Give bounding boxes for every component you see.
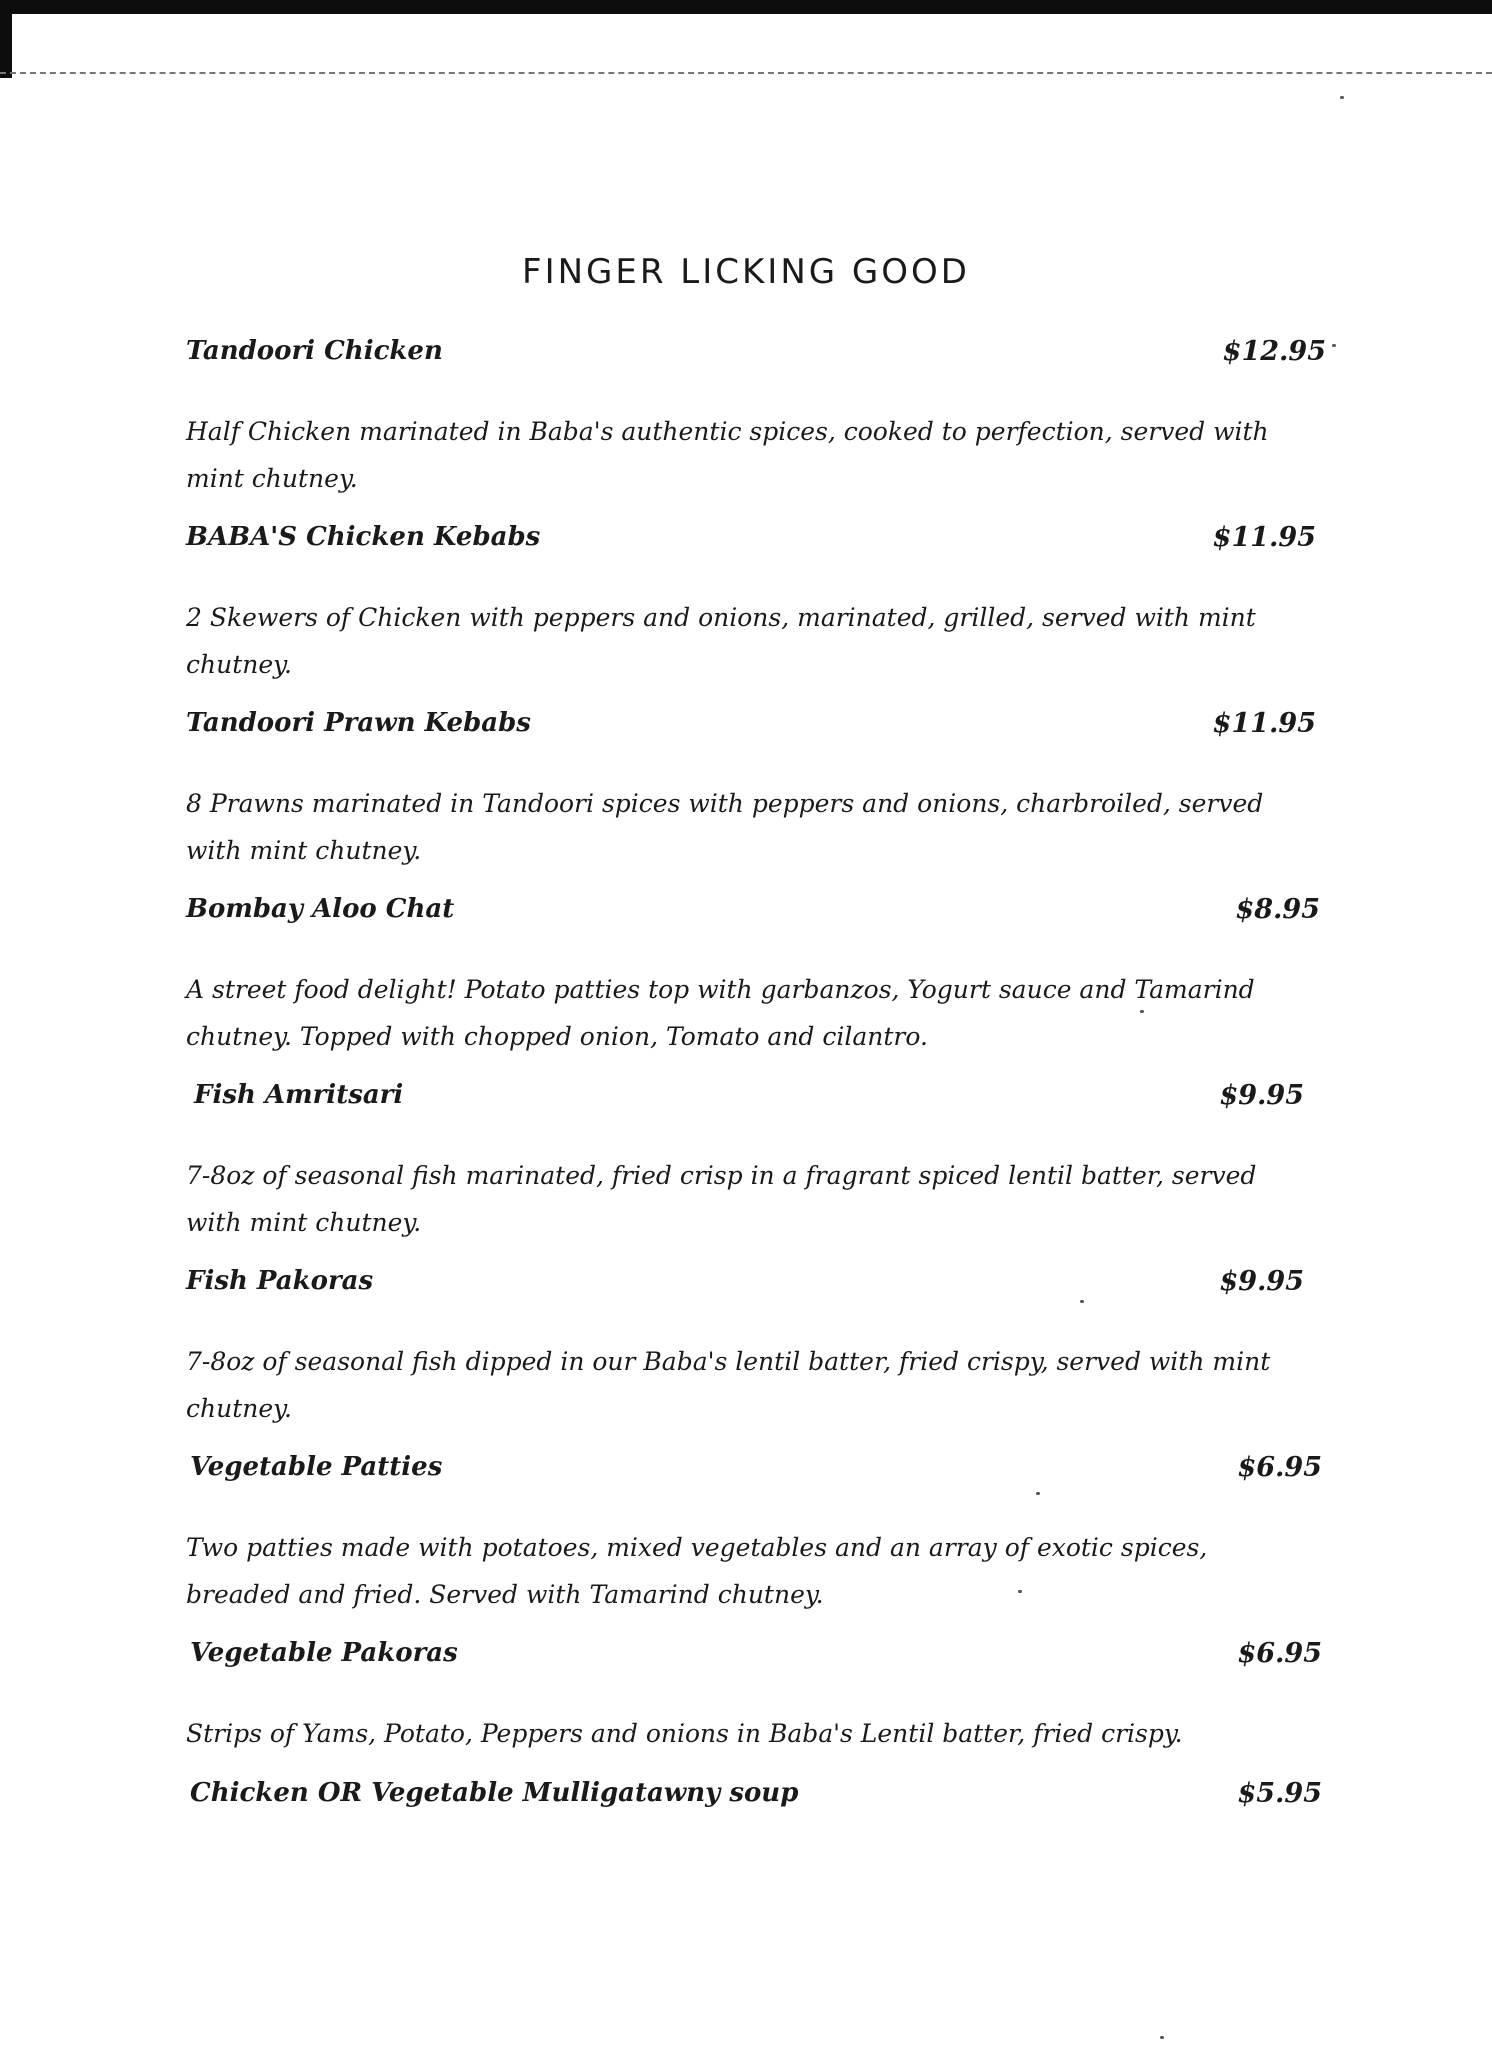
menu-item-price: $9.95 [1219,1080,1304,1111]
scan-speck [1036,1492,1040,1495]
menu-item-header [186,894,1326,938]
scan-speck [1332,344,1336,347]
menu-item [186,1266,1326,1432]
menu-item-price: $11.95 [1212,522,1316,553]
menu-item-name: Tandoori Chicken [186,336,443,366]
menu-item-header [186,1638,1326,1682]
menu-item-name: Vegetable Patties [190,1452,443,1482]
menu-item [186,708,1326,874]
menu-item-price: $6.95 [1237,1638,1322,1669]
menu-item-price: $12.95 [1222,336,1326,367]
menu-item-price: $11.95 [1212,708,1316,739]
menu-item-description: Strips of Yams, Potato, Peppers and onions in Baba's Lentil batter, fried crispy. [186,1719,1183,1748]
menu-item-name: Fish Pakoras [186,1266,374,1296]
menu-item-description: A street food delight! Potato patties top with garbanzos, Yogurt sauce and Tamarind chutney. Topped with chopped onion, Tomato and cilantro. [186,975,1255,1051]
menu-item-name: Bombay Aloo Chat [186,894,455,924]
menu-item-description: 2 Skewers of Chicken with peppers and onions, marinated, grilled, served with mint chutney. [186,603,1256,679]
menu-item [186,522,1326,688]
menu-item [186,894,1326,1060]
menu-item-price: $5.95 [1237,1778,1322,1809]
menu-item-name: Vegetable Pakoras [190,1638,458,1668]
menu-item-name: Fish Amritsari [194,1080,404,1110]
menu-item-name: Tandoori Prawn Kebabs [186,708,531,738]
scan-speck [1140,1010,1144,1013]
menu-item-header [186,1080,1326,1124]
menu-section-title: FINGER LICKING GOOD [522,252,970,292]
menu-item [186,1080,1326,1246]
menu-item-description: Two patties made with potatoes, mixed vegetables and an array of exotic spices, breaded and fried. Served with Tamarind chutney. [186,1533,1208,1609]
scan-fold-line [0,72,1492,74]
menu-item [186,1778,1326,1822]
scan-border [0,0,1492,78]
scan-speck [1340,96,1344,99]
menu-item-header [186,336,1326,380]
menu-item [186,336,1326,502]
menu-item-description: 7-8oz of seasonal fish dipped in our Baba's lentil batter, fried crispy, served with mint chutney. [186,1347,1271,1423]
scan-speck [1018,1590,1022,1593]
menu-item-price: $6.95 [1237,1452,1322,1483]
menu-item-header [186,1778,1326,1822]
menu-item-description: 7-8oz of seasonal fish marinated, fried crisp in a fragrant spiced lentil batter, served with mint chutney. [186,1161,1257,1237]
menu-item [186,1452,1326,1618]
menu-item-header [186,708,1326,752]
menu-item-header [186,522,1326,566]
menu-item-name: Chicken OR Vegetable Mulligatawny soup [190,1778,799,1808]
menu-item [186,1638,1326,1757]
scan-shadow-edge [0,0,12,78]
menu-item-header [186,1452,1326,1496]
scan-speck [1080,1300,1084,1303]
menu-item-description: Half Chicken marinated in Baba's authentic spices, cooked to perfection, served with mint chutney. [186,417,1269,493]
scan-speck [1160,2036,1164,2039]
menu-item-price: $9.95 [1219,1266,1304,1297]
menu-item-description: 8 Prawns marinated in Tandoori spices with peppers and onions, charbroiled, served with mint chutney. [186,789,1264,865]
menu-item-name: BABA'S Chicken Kebabs [186,522,541,552]
menu-item-header [186,1266,1326,1310]
scan-shadow-bar [0,0,1492,14]
menu-item-price: $8.95 [1235,894,1320,925]
